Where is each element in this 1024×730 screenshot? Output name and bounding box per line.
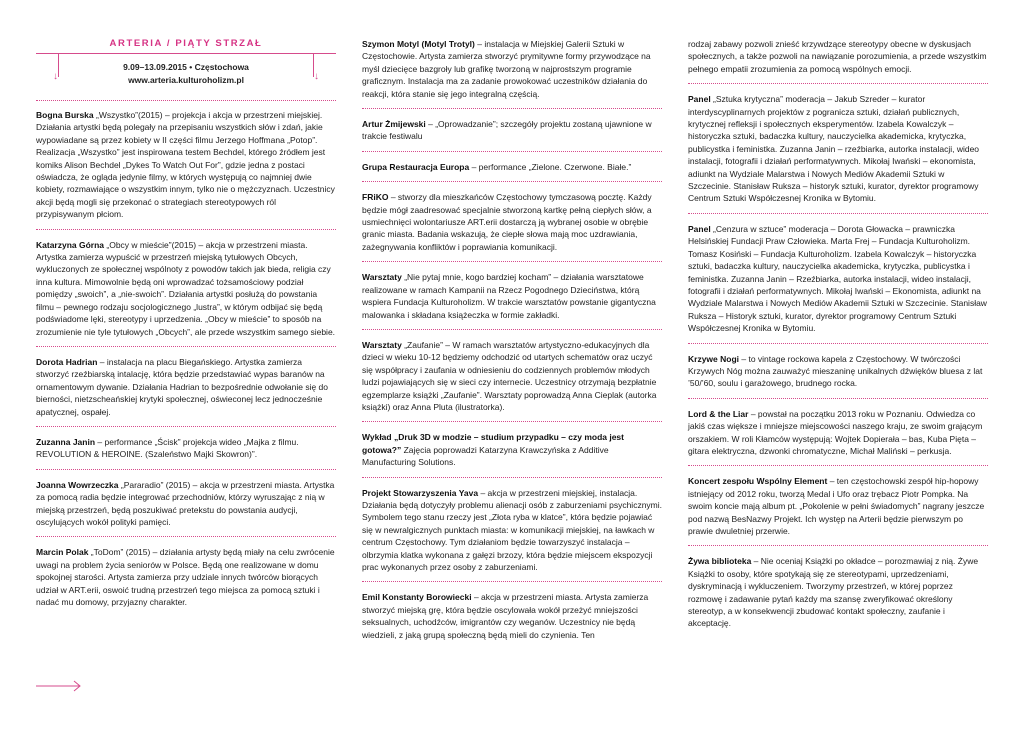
divider: [36, 100, 336, 101]
divider: [362, 329, 662, 330]
divider: [362, 181, 662, 182]
program-entry: [362, 271, 662, 321]
divider: [362, 581, 662, 582]
entry-name: Warsztaty: [362, 339, 402, 350]
arrow-down-icon: ↓: [314, 71, 319, 82]
divider: [688, 343, 988, 344]
entry-description: – ten częstochowski zespół hip-hopowy istniejący od 2012 roku, tworzą Medal i Ufo oraz trębacz Piotr Pompka. Na swoim koncie mają album pt. „Pokolenie w pełni świadomych” nagrany jeszcze pod nazwą BesNazwy Projekt. Ich występ na Arterii będzie pierwszym po prawie dwuletniej przerwie.: [688, 476, 985, 536]
entry-description: – „Oprowadzanie”; szczegóły projektu zostaną ujawnione w trakcie festiwalu: [362, 119, 652, 142]
divider: [362, 261, 662, 262]
divider: [36, 346, 336, 347]
divider: [36, 426, 336, 427]
entry-name: Wykład „Druk 3D w modzie – studium przypadku – czy moda jest gotowa?”: [362, 432, 624, 455]
entry-description: Zajęcia poprowadzi Katarzyna Krawczyńska z Additive Manufacturing Solutions.: [362, 444, 609, 468]
program-entry: [688, 353, 988, 390]
entry-description: – to vintage rockowa kapela z Częstochowy. W twórczości Krzywych Nóg można zauważyć mieszaninę unikalnych dźwięków bluesa z lat ’50/’60, soulu i garażowego, brudnego rocka.: [688, 353, 983, 389]
entry-description: „Cenzura w sztuce” moderacja – Dorota Głowacka – prawniczka Helsińskiej Fundacji Praw Człowieka. Marta Frej – Fundacja Kulturoholizm. Tomasz Kosiński – Fundacja Kulturoholizm. Izabela Kowalczyk – historyczka sztuki, badaczka kultury, nauczycielka akademicka, krytyczka, publicystka i feministka. Zuzanna Janin – Rzeźbiarka, autorka instalacji, wideo instalacji, fotografii i działań performatywnych. Mikołaj Iwański – Ekonomista, adiunkt na Wydziale Malarstwa i Nowych Mediów Akademii Sztuki w Szczecinie. Stanisław Ruksza – Historyk sztuki, kurator, dyrektor programowy Centrum Sztuki Współczesnej Kronika w Bytomiu.: [688, 223, 987, 334]
program-entry: [362, 161, 662, 173]
program-entry: [362, 591, 662, 641]
entry-description: „Nie pytaj mnie, kogo bardziej kocham” – działania warsztatowe realizowane w ramach Kampanii na Rzecz Pogodnego Dzieciństwa, którą wspiera Fundacja Kulturoholizm. W trakcie warsztatów powstanie gigantyczna malowanka i składana książeczka w formie zakładki.: [362, 272, 656, 320]
event-url[interactable]: www.arteria.kulturoholizm.pl: [128, 75, 244, 85]
entry-description: – instalacja na placu Biegańskiego. Artystka zamierza stworzyć rzeźbiarską intalację, która będzie przedstawiać wypas baranów na ornamentowym dywanie. Działania Hadrian to bezpośrednie odwołanie się do bierności, nietzscheańskiej krytyki społecznej, oświeconej lecz jednocześnie apatycznej, ospałej.: [36, 356, 329, 417]
program-entry: [362, 431, 662, 468]
page-title: ARTERIA / PIĄTY STRZAŁ: [109, 38, 263, 49]
entry-description: – akcja w przestrzeni miasta. Artysta zamierza stworzyć miejską grę, która będzie oscylowała wokół przeżyć mniejszości seksualnych, uchodźców, imigrantów czy weganów. Uczestnicy nie będą wiedzieli, z jaką grupą społeczną będą mieli do czynienia. Ten: [362, 592, 649, 640]
entry-description: „Wszystko”(2015) – projekcja i akcja w przestrzeni miejskiej. Działania artystki będą polegały na przepisaniu wszystkich słów i zdań, jakie wypowiadane są przez kobiety w II części filmu Jerzego Hoffmana „Potop”. Realizacja „Wszystko” jest inspirowana testem Bechdel, którego źródłem jest komiks Alison Bechdel „Dykes To Watch Out For”, gdzie jedna z postaci oświadcza, że ogląda jedynie filmy, w których występują co najmniej dwie kobiety, rozmawiające o wszystkim innym, tylko nie o mężczyznach. Uczestnicy akcji będą mogli się przekonać o strategiach stereotypowych ról przypisywanym płciom.: [36, 110, 335, 220]
entry-description: „ToDom” (2015) – działania artysty będą miały na celu zwrócenie uwagi na problem życia seniorów w Polsce. Będą one realizowane w domu spokojnej starości. Artysta zamierza przy udziale innych twórców biorących udział w ART.erii, oswoić trudną przestrzeń tego miejsca za pomocą sztuki i nadać mu domowy, przyjazny charakter.: [36, 547, 335, 607]
program-entry: [36, 356, 336, 418]
entry-description: – akcja w przestrzeni miejskiej, instalacja. Działania będą dotyczyły problemu alienacji osób z zaburzeniami psychicznymi. Symbolem tego stanu rzeczy jest „Złota ryba w klatce”, która będzie pojawiać się w newralgicznych punktach miasta: w komunikacji miejskiej, na ławkach w centrum Częstochowy. Tym działaniom będzie towarzyszyć instalacja – olbrzymia klatka wykonana z gałęzi brzozy, która będzie miejscem ekspozycji prac wykonanych przez osoby z zaburzeniami.: [362, 487, 663, 572]
entry-description: „Obcy w mieście”(2015) – akcja w przestrzeni miasta. Artystka zamierza wypuścić w przestrzeń miejską tytułowych Obcych, wykluczonych ze społecznej wspólnoty z powodów takich jak bieda, religia czy inna kultura. Mimowolnie będą oni wprowadzać tożsamościowy podział pomiędzy „swoich”, a „nie-swoich”. Działania artystki posłużą do powstania filmu – pewnego rodzaju socjologicznego „lustra”, w którym odbijać się będą podświadome lęki, stereotypy i uprzedzenia. „Obcy w mieście” to sposób na zrozumienie nie tyle tytułowych „Obcych”, ale przede wszystkim samego siebie.: [36, 239, 336, 337]
entry-description: „Zaufanie” – W ramach warsztatów artystyczno-edukacyjnych dla dzieci w wieku 10-12 będziemy odchodzić od utartych schematów oraz uczyć się współpracy i zaufania w odniesieniu do codziennych problemów młodych ludzi pojawiających się w sieci czy internecie. Uczestnicy otrzymają bezpłatnie egzemplarze książki „Zaufanie”. Warsztaty poprowadzą Anna Cieplak (autorka książki) oraz Anna Pluta (ilustratorka).: [362, 339, 657, 412]
divider: [362, 108, 662, 109]
divider: [362, 477, 662, 478]
program-entry: [362, 191, 662, 253]
program-entry: [36, 239, 336, 338]
entry-name: Grupa Restauracja Europa: [362, 161, 470, 172]
header: [36, 0, 336, 100]
program-entry: [688, 38, 988, 75]
program-entry: [362, 487, 662, 574]
program-entry: [36, 109, 336, 221]
entry-name: Warsztaty: [362, 272, 402, 283]
entry-name: Artur Żmijewski: [362, 119, 426, 130]
entry-name: Panel: [688, 223, 711, 234]
entry-name: Katarzyna Górna: [36, 239, 105, 250]
divider: [362, 421, 662, 422]
column-2: [362, 38, 662, 641]
header-rule: [36, 53, 336, 54]
program-entry: [688, 555, 988, 629]
divider: [688, 545, 988, 546]
entry-name: Bogna Burska: [36, 110, 94, 120]
program-entry: [688, 223, 988, 335]
entry-description: – Nie oceniaj Książki po okładce – porozmawiaj z nią. Żywe Książki to osoby, które spotykają się ze stereotypami, uprzedzeniami, dyskryminacją i wykluczeniem. Tworzymy przestrzeń, w której poprzez rozmowę i zadawanie pytań każdy ma szansę zweryfikować określony stereotyp, a w konsekwencji zbudować kontakt społeczny, zaufanie i akceptację.: [688, 556, 979, 629]
column-1: [36, 0, 336, 608]
entry-description: – performance „Ścisk” projekcja wideo „Majka z filmu. REVOLUTION & HEROINE. (Szaleństwo Majki Skowron)”.: [36, 436, 299, 460]
arrow-down-icon: ↓: [53, 71, 58, 82]
entry-name: FRiKO: [362, 192, 389, 203]
entry-name: Żywa biblioteka: [688, 556, 752, 567]
program-entry: [36, 479, 336, 529]
program-entry: [36, 546, 336, 608]
entry-name: Marcin Polak: [36, 547, 89, 558]
divider: [36, 229, 336, 230]
entry-name: Emil Konstanty Borowiecki: [362, 592, 472, 603]
program-entry: [362, 118, 662, 143]
arrow-right-icon: [36, 680, 82, 692]
event-dates: 9.09–13.09.2015 • Częstochowa: [123, 62, 249, 72]
entry-name: Joanna Wowrzeczka: [36, 479, 119, 490]
program-entry: [688, 408, 988, 458]
entry-name: Koncert zespołu Wspólny Element: [688, 476, 828, 487]
entry-description: – powstał na początku 2013 roku w Poznaniu. Odwiedza co jakiś czas większe i mniejsze miejscowości naszego kraju, ze swoim grającym orszakiem. W roli Kłamców występują: Wojtek Dopierała – bas, Kuba Pięta – gitara elektryczna, dzwonki chromatyczne, Michał Maliński – perkusja.: [688, 408, 983, 456]
program-entry: [36, 436, 336, 461]
entry-description: – stworzy dla mieszkańców Częstochowy tymczasową pocztę. Każdy będzie mógł zaadresować specjalnie stworzoną kartkę pełną ciepłych słów, a usmiechnięci wolontariusze ART.erii dostarczą ją wybranej osobie w obrębie granic miasta. Badania wskazują, że ciepłe słowa mają moc uzdrawiania, zażegnywania konfliktów i poprawiania komunikacji.: [362, 192, 652, 252]
entry-description: rodzaj zabawy pozwoli znieść krzywdzące stereotypy obecne w dyskusjach społecznych, a także pozwoli na nawiązanie porozumienia, a przede wszystkim pełnego empatii zrozumienia za pomocą wspólnych emocji.: [688, 39, 987, 74]
entry-name: Dorota Hadrian: [36, 356, 98, 367]
divider: [688, 398, 988, 399]
entry-description: – instalacja w Miejskiej Galerii Sztuki w Częstochowie. Artysta zamierza stworzyć prymitywne formy przywodzące na myśl dziecięce bazgroły lub grafikę tworzoną w najprostszym programie graficznym. Instalacja ma za zadanie prowokować uczestników działania do reakcji, która stanie się jego integralną częścią.: [362, 39, 651, 99]
divider: [362, 151, 662, 152]
divider: [36, 469, 336, 470]
entry-name: Panel: [688, 94, 711, 105]
divider: [688, 213, 988, 214]
entry-description: – performance „Zielone. Czerwone. Białe.”: [469, 161, 632, 172]
entry-description: „Sztuka krytyczna” moderacja – Jakub Szreder – kurator interdyscyplinarnych projektów z pogranicza sztuki, działań publicznych, krytycznej refleksji i społecznych eksperymentów. Izabela Kowalczyk – historyczka sztuki, badaczka kultury, nauczycielka akademicka, krytyczka, publicystka i feministka. Zuzanna Janin – rzeźbiarka, autorka instalacji, wideo instalacji, fotografii i działań performatywnych. Mikołaj Iwański – ekonomista, adiunkt na Wydziale Malarstwa i Nowych Mediów Akademii Sztuki w Szczecinie. Stanisław Ruksza – historyk sztuki, kurator, dyrektor programowy Centrum Sztuki Współczesnej Kronika w Bytomiu.: [688, 94, 980, 204]
divider: [36, 536, 336, 537]
entry-name: Zuzanna Janin: [36, 436, 96, 447]
divider: [688, 465, 988, 466]
program-entry: [362, 38, 662, 100]
entry-name: Krzywe Nogi: [688, 353, 740, 364]
program-entry: [362, 339, 662, 413]
entry-description: „Pararadio” (2015) – akcja w przestrzeni miasta. Artystka za pomocą radia będzie integrować przechodniów, którzy wyruszając z nią w miejską przestrzeń, będą poszukiwać pretekstu do powstania audycji, oscylujących wokół polityki pamięci.: [36, 479, 335, 527]
column-3: [688, 38, 988, 630]
program-entry: [688, 93, 988, 205]
entry-name: Szymon Motyl (Motyl Trotyl): [362, 39, 475, 49]
entry-name: Projekt Stowarzyszenia Yava: [362, 487, 479, 498]
entry-name: Lord & the Liar: [688, 408, 749, 419]
program-entry: [688, 475, 988, 537]
divider: [688, 83, 988, 84]
